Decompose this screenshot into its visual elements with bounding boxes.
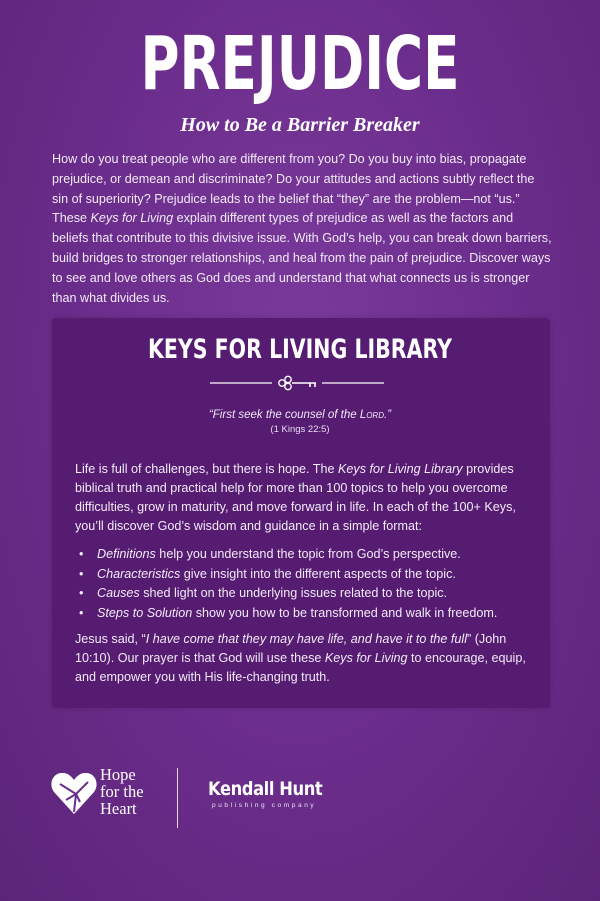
footer-divider <box>177 768 178 828</box>
body-text-1: Life is full of challenges, but there is hope. The <box>75 462 338 476</box>
scripture-reference: (1 Kings 22:5) <box>270 424 330 435</box>
logo-line-3: Heart <box>100 799 137 818</box>
format-list <box>75 545 545 623</box>
closing-emphasis-2: Keys for Living <box>324 651 408 665</box>
list-item: • Definitions help you understand the topic from God’s perspective. <box>79 547 461 561</box>
key-icon <box>210 374 384 392</box>
heart-logo-icon <box>50 770 98 816</box>
list-item-term: Steps to Solution <box>97 605 193 620</box>
list-item-text: give insight into the different aspects of the topic. <box>180 566 456 581</box>
scripture-quote <box>0 409 600 421</box>
quote-lord: Lord <box>359 409 384 421</box>
closing-paragraph <box>75 630 545 687</box>
library-description <box>75 460 545 536</box>
list-item-term: Characteristics <box>97 566 181 581</box>
closing-text-2: ” (John 10:10). Our prayer is that God will use these <box>75 632 507 665</box>
list-item-term: Causes <box>97 586 140 600</box>
closing-text-1: Jesus said, “ <box>75 632 146 646</box>
body-text-2: provides biblical truth and practical help for more than 100 topics to help you overcome difficulties, grow in maturity, and move forward in life. In each of the 100+ Keys, you’ll discover God’s wisdom and guidance in a simple format: <box>75 462 516 533</box>
intro-paragraph <box>52 150 552 308</box>
hope-for-the-heart-logo-text <box>100 766 144 817</box>
page-title: PREJUDICE <box>140 21 460 107</box>
intro-text-1: How do you treat people who are different from you? Do you buy into bias, propagate prejudice, or demean and discriminate? Do your attitudes and actions subtly reflect the sin of superiority? Prejudice leads to the belief that “they” are the problem—not “us.” These <box>52 152 535 226</box>
page-subtitle: How to Be a Barrier Breaker <box>180 114 420 136</box>
closing-emphasis: I have come that they may have life, and have it to the full <box>145 632 468 646</box>
list-item: • Steps to Solution show you how to be transformed and walk in freedom. <box>79 605 498 620</box>
intro-emphasis: Keys for Living <box>90 211 174 226</box>
quote-end: .” <box>384 409 392 421</box>
intro-text-2: explain different types of prejudice as well as the factors and beliefs that contribute to this divisive issue. With God’s help, you can break down barriers, build bridges to stronger relationships, and heal from the pain of prejudice. Discover ways to see and love others as God does and understand that what connects us is stronger than what divides us. <box>52 211 552 305</box>
publisher-logo: Kendall Hunt <box>208 778 323 800</box>
logo-line-2: for the <box>100 782 144 801</box>
list-item-text: shed light on the underlying issues related to the topic. <box>139 586 448 600</box>
publisher-tagline: publishing company <box>212 802 317 809</box>
body-emphasis: Keys for Living Library <box>338 462 463 476</box>
list-item: • Characteristics give insight into the different aspects of the topic. <box>79 566 456 581</box>
list-item-text: show you how to be transformed and walk in freedom. <box>192 605 498 620</box>
list-item: • Causes shed light on the underlying issues related to the topic. <box>79 586 448 600</box>
list-item-term: Definitions <box>97 547 156 561</box>
library-title: KEYS FOR LIVING LIBRARY <box>147 334 453 365</box>
logo-line-1: Hope <box>100 765 136 784</box>
list-item-text: help you understand the topic from God’s perspective. <box>155 547 461 561</box>
closing-text-3: to encourage, equip, and empower you with His life-changing truth. <box>75 651 526 684</box>
quote-text: “First seek the counsel of the <box>208 409 360 421</box>
